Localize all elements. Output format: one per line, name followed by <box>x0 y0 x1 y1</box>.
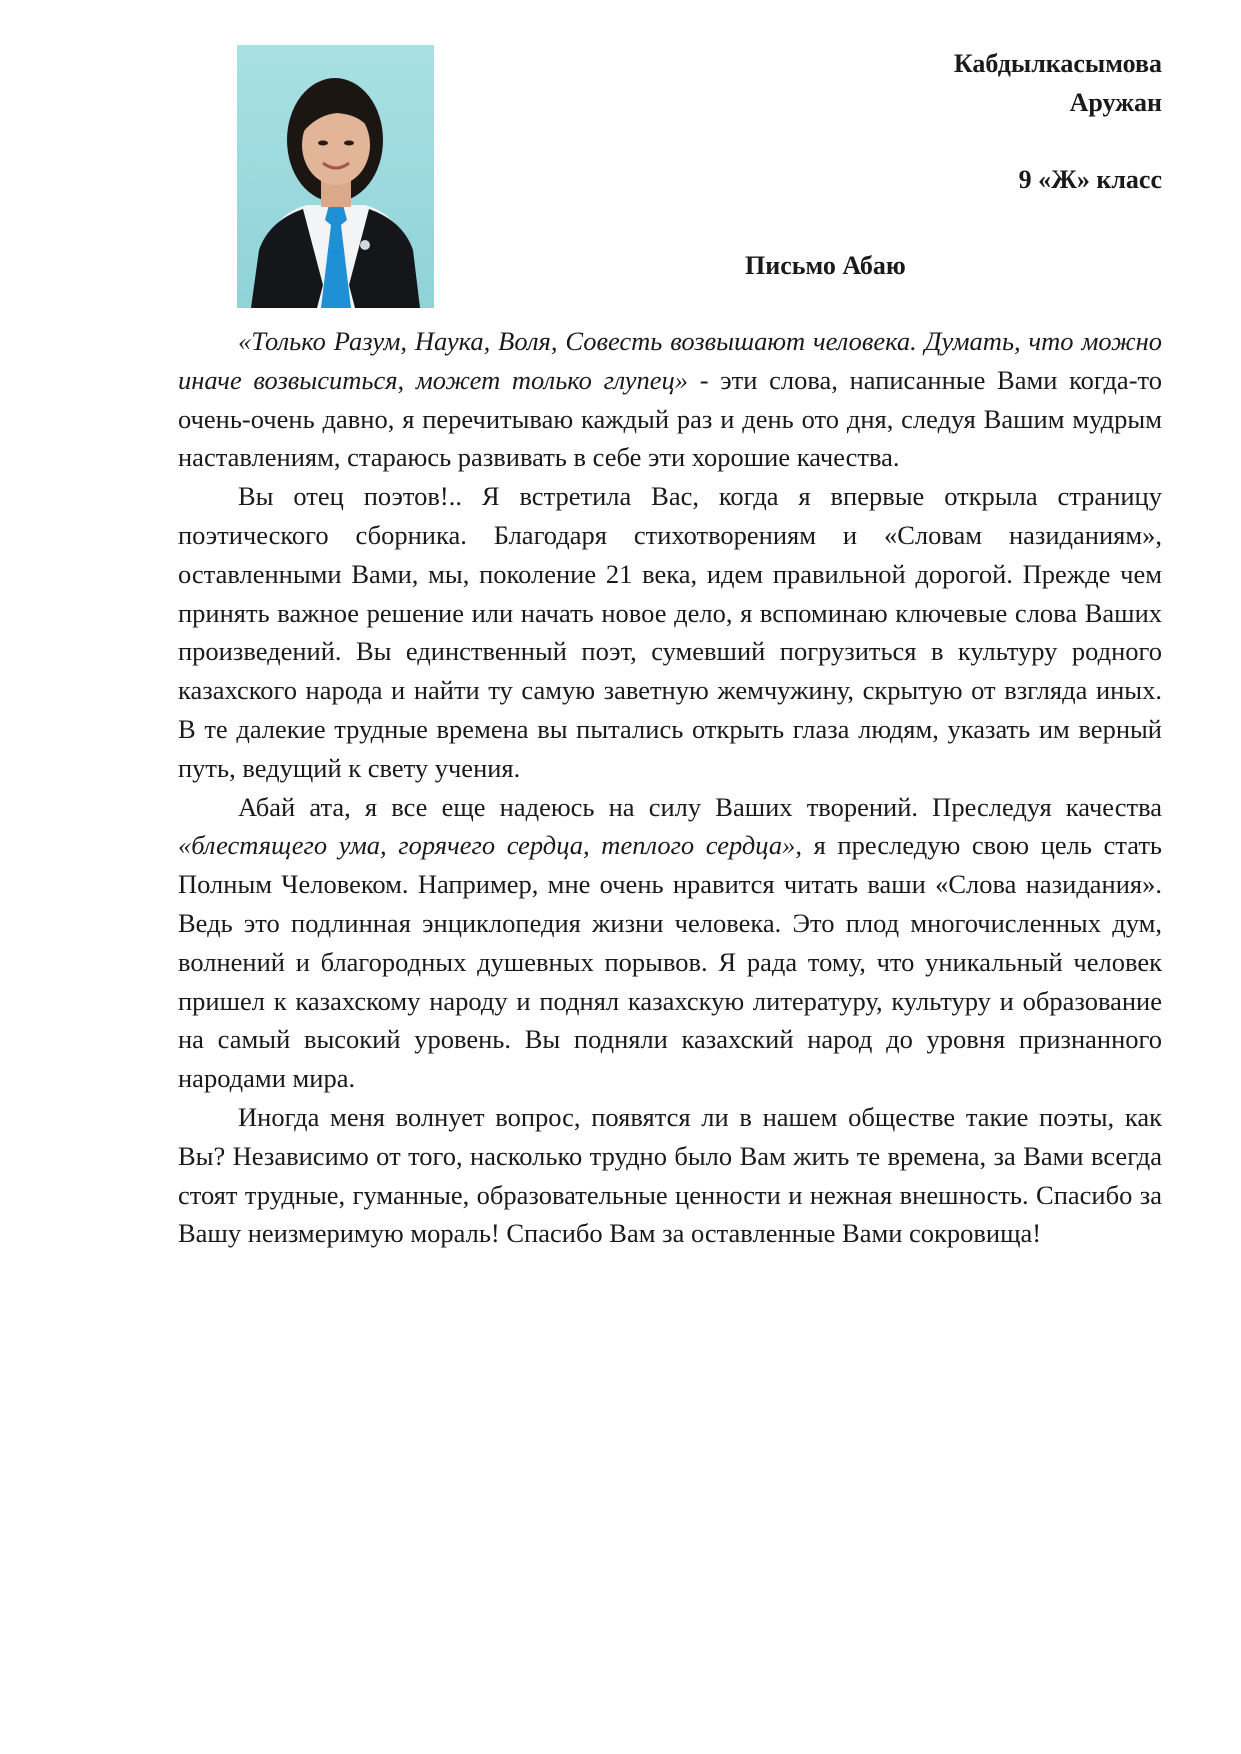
paragraph-3-text-before: Абай ата, я все еще надеюсь на силу Ваших творений. Преследуя качества <box>238 791 1162 822</box>
paragraph-2 <box>178 477 1162 787</box>
paragraph-4-text: Иногда меня волнует вопрос, появятся ли в нашем обществе такие поэты, как Вы? Независимо от того, насколько трудно было Вам жить те времена, за Вами всегда стоят трудные, гуманные, образовательные ценности и нежная внешность. Спасибо за Вашу неизмеримую мораль! Спасибо Вам за оставленные Вами сокровища! <box>178 1101 1162 1249</box>
author-surname: Кабдылкасымова <box>953 49 1162 78</box>
quote-qualities: «блестящего ума, горячего сердца, теплого сердца», <box>178 830 802 861</box>
paragraph-1-text: - эти слова, написанные Вами когда-то очень-очень давно, я перечитываю каждый раз и день ото дня, следуя Вашим мудрым наставлениям, стараюсь развивать в себе эти хорошие качества. <box>178 364 1163 473</box>
paragraph-3-text-after: я преследую свою цель стать Полным Человеком. Например, мне очень нравится читать ваши «Слова назидания». Ведь это подлинная энциклопедия жизни человека. Это плод многочисленных дум, волнений и благородных душевных порывов. Я рада тому, что уникальный человек пришел к казахскому народу и поднял казахскую литературу, культуру и образование на самый высокий уровень. Вы подняли казахский народ до уровня признанного народами мира. <box>178 830 1163 1094</box>
letter-body <box>178 322 1162 1253</box>
paragraph-3 <box>178 788 1162 1098</box>
paragraph-2-text: Вы отец поэтов!.. Я встретила Вас, когда я впервые открыла страницу поэтического сборника. Благодаря стихотворениям и «Словам назиданиям», оставленными Вами, мы, поколение 21 века, идем правильной дорогой. Прежде чем принять важное решение или начать новое дело, я вспоминаю ключевые слова Ваших произведений. Вы единственный поэт, сумевший погрузиться в культуру родного казахского народа и найти ту самую заветную жемчужину, скрытую от взгляда иных. В те далекие трудные времена вы пытались открыть глаза людям, указать им верный путь, ведущий к свету учения. <box>178 481 1162 783</box>
paragraph-4 <box>178 1098 1162 1253</box>
author-photo <box>237 45 434 308</box>
paragraph-1 <box>178 322 1162 477</box>
author-first-name: Аружан <box>1069 88 1162 117</box>
quote-abai-wisdom: «Только Разум, Наука, Воля, Совесть возвышают человека. Думать, что можно иначе возвыситься, может только глупец» <box>178 326 1162 395</box>
letter-title: Письмо Абаю <box>745 251 906 280</box>
author-grade: 9 «Ж» класс <box>1018 165 1162 194</box>
author-name <box>954 44 1162 122</box>
